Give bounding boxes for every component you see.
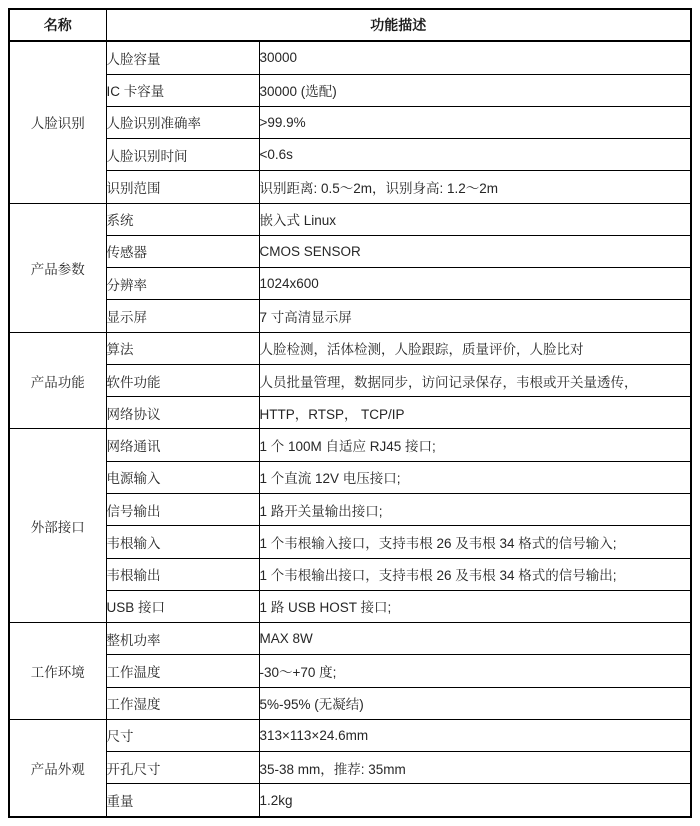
table-row [9,526,691,558]
spec-value-cell: CMOS SENSOR [259,235,691,267]
spec-label-cell: 韦根输出 [106,558,259,590]
spec-label-cell: 人脸识别准确率 [106,106,259,138]
spec-label-cell: 人脸识别时间 [106,139,259,171]
spec-value-cell: >99.9% [259,106,691,138]
spec-label-cell: 分辨率 [106,268,259,300]
group-name-cell: 外部接口 [9,429,106,623]
spec-value-cell: 嵌入式 Linux [259,203,691,235]
table-row [9,397,691,429]
spec-value-cell: 30000 [259,41,691,74]
spec-label-cell: 网络通讯 [106,429,259,461]
table-row [9,300,691,332]
table-row [9,655,691,687]
table-row [9,106,691,138]
spec-value-cell: 30000 (选配) [259,74,691,106]
spec-label-cell: 工作温度 [106,655,259,687]
spec-value-cell: 1.2kg [259,784,691,817]
spec-label-cell: 韦根输入 [106,526,259,558]
table-row [9,461,691,493]
spec-value-cell: 5%-95% (无凝结) [259,687,691,719]
group-name-cell: 产品外观 [9,719,106,817]
group-name-cell: 人脸识别 [9,41,106,203]
spec-value-cell: 1 个直流 12V 电压接口; [259,461,691,493]
spec-value-cell: 人脸检测，活体检测，人脸跟踪，质量评价，人脸比对 [259,332,691,364]
spec-label-cell: 识别范围 [106,171,259,203]
spec-value-cell: 1 个韦根输出接口，支持韦根 26 及韦根 34 格式的信号输出; [259,558,691,590]
table-row [9,590,691,622]
spec-label-cell: 人脸容量 [106,41,259,74]
table-row [9,623,691,655]
spec-label-cell: 显示屏 [106,300,259,332]
spec-value-cell: 35-38 mm，推荐: 35mm [259,752,691,784]
product-spec-table [8,8,692,818]
table-row [9,203,691,235]
spec-label-cell: 软件功能 [106,364,259,396]
spec-label-cell: 网络协议 [106,397,259,429]
table-row [9,493,691,525]
spec-value-cell: 1 个韦根输入接口，支持韦根 26 及韦根 34 格式的信号输入; [259,526,691,558]
spec-value-cell: 7 寸高清显示屏 [259,300,691,332]
spec-value-cell: 1 个 100M 自适应 RJ45 接口; [259,429,691,461]
spec-value-cell: 1024x600 [259,268,691,300]
header-name-column: 名称 [9,9,106,41]
spec-label-cell: USB 接口 [106,590,259,622]
table-header-row [9,9,691,41]
spec-value-cell: MAX 8W [259,623,691,655]
spec-label-cell: 开孔尺寸 [106,752,259,784]
group-name-cell: 产品功能 [9,332,106,429]
spec-label-cell: IC 卡容量 [106,74,259,106]
table-row [9,784,691,817]
spec-label-cell: 系统 [106,203,259,235]
table-row [9,429,691,461]
spec-value-cell: 313×113×24.6mm [259,719,691,751]
spec-label-cell: 整机功率 [106,623,259,655]
table-row [9,687,691,719]
spec-label-cell: 尺寸 [106,719,259,751]
table-row [9,235,691,267]
spec-label-cell: 算法 [106,332,259,364]
spec-label-cell: 工作湿度 [106,687,259,719]
header-description-column: 功能描述 [106,9,691,41]
spec-value-cell: 1 路 USB HOST 接口; [259,590,691,622]
spec-label-cell: 信号输出 [106,493,259,525]
table-row [9,558,691,590]
table-row [9,364,691,396]
spec-value-cell: <0.6s [259,139,691,171]
table-row [9,139,691,171]
group-name-cell: 产品参数 [9,203,106,332]
table-body [9,41,691,817]
spec-value-cell: HTTP，RTSP， TCP/IP [259,397,691,429]
table-row [9,74,691,106]
table-row [9,41,691,74]
spec-label-cell: 电源输入 [106,461,259,493]
table-row [9,752,691,784]
spec-value-cell: 识别距离: 0.5～2m，识别身高: 1.2～2m [259,171,691,203]
table-row [9,719,691,751]
table-row [9,171,691,203]
product-spec-table-container [8,8,692,818]
spec-label-cell: 传感器 [106,235,259,267]
spec-value-cell: -30～+70 度; [259,655,691,687]
group-name-cell: 工作环境 [9,623,106,720]
spec-label-cell: 重量 [106,784,259,817]
table-row [9,332,691,364]
spec-value-cell: 人员批量管理，数据同步，访问记录保存，韦根或开关量透传， [259,364,691,396]
table-row [9,268,691,300]
spec-value-cell: 1 路开关量输出接口; [259,493,691,525]
